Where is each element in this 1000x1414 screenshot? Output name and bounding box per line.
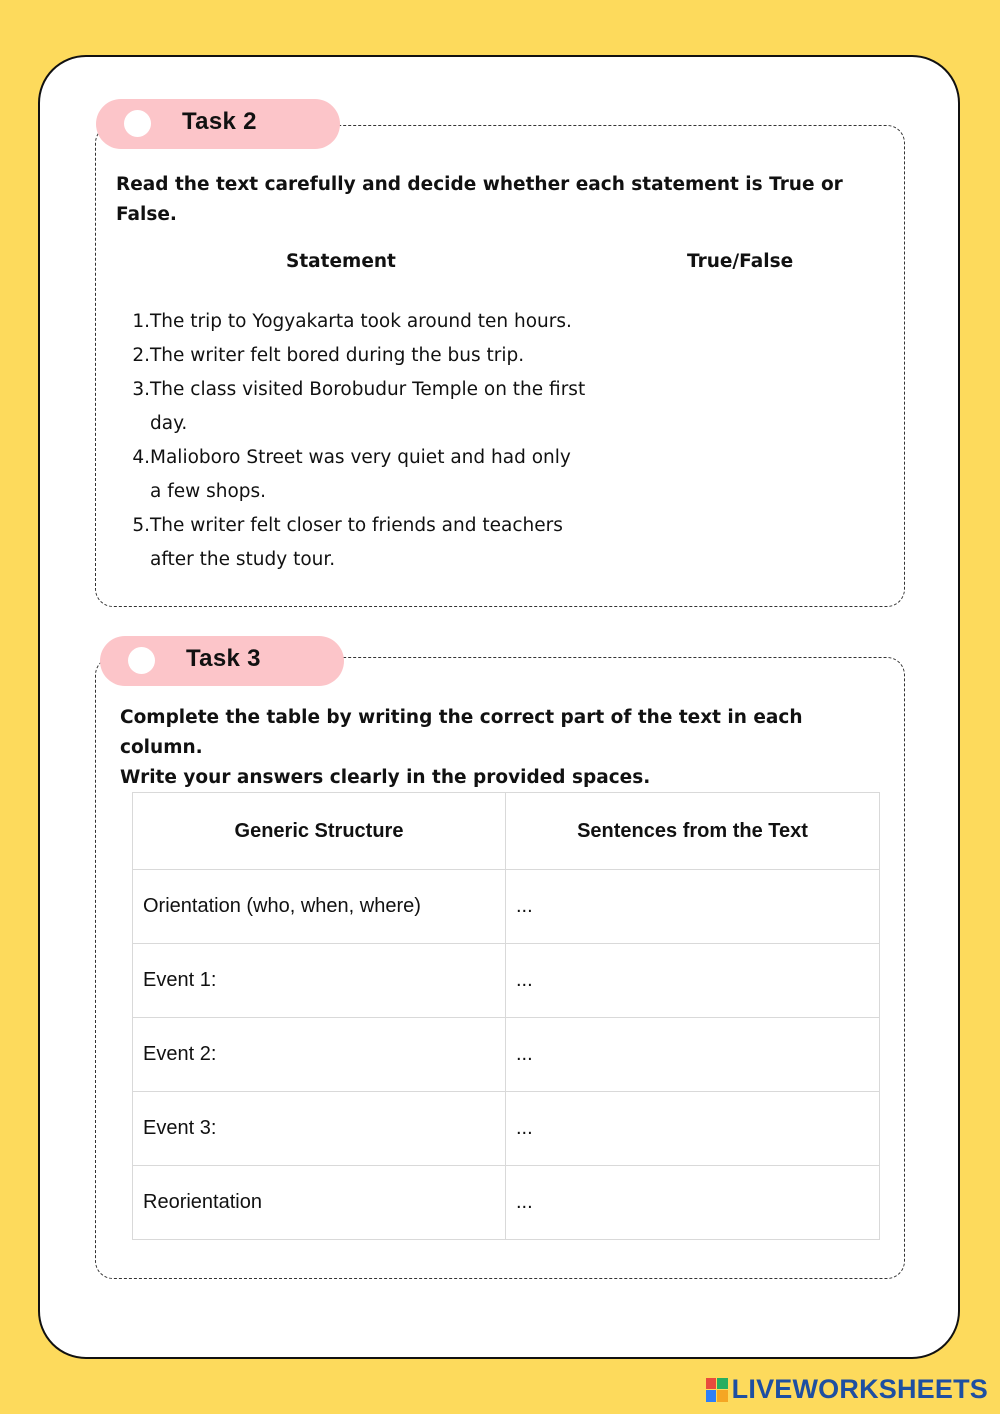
statement-line: The writer felt closer to friends and teachers — [150, 515, 563, 536]
task3-instruction: Complete the table by writing the correct part of the text in each column. Write your answers clearly in the provided spaces. — [120, 707, 803, 788]
answer-cell[interactable]: ... — [506, 944, 880, 1018]
statement-item — [129, 441, 629, 509]
statement-column-header: Statement — [286, 251, 396, 272]
statement-line: day. — [150, 413, 188, 434]
table-row — [133, 870, 880, 944]
task2-instruction: Read the text carefully and decide whether each statement is True or False. — [116, 174, 843, 225]
answer-cell[interactable]: ... — [506, 870, 880, 944]
table-row — [133, 1092, 880, 1166]
task2-header — [96, 99, 340, 149]
table-header-row — [133, 793, 880, 870]
statement-line: Malioboro Street was very quiet and had only — [150, 447, 571, 468]
statement-line: The writer felt bored during the bus trip. — [150, 345, 525, 366]
statement-text — [150, 441, 571, 509]
structure-cell: Event 2: — [133, 1018, 506, 1092]
statement-number: 2. — [132, 345, 150, 366]
brand-footer[interactable] — [706, 1374, 988, 1405]
answer-cell[interactable]: ... — [506, 1166, 880, 1240]
true-false-column-header: True/False — [687, 251, 794, 272]
statement-item — [129, 305, 629, 339]
statement-item — [129, 373, 629, 441]
statement-line: The class visited Borobudur Temple on the first — [150, 379, 586, 400]
table-row — [133, 944, 880, 1018]
task3-header — [100, 636, 344, 686]
statement-text — [150, 509, 563, 577]
statement-text — [150, 305, 572, 339]
statement-number: 3. — [132, 379, 150, 400]
task3-title: Task 3 — [186, 645, 261, 672]
task2-title: Task 2 — [182, 108, 257, 135]
statement-number: 1. — [132, 311, 150, 332]
structure-cell: Event 1: — [133, 944, 506, 1018]
answer-cell[interactable]: ... — [506, 1092, 880, 1166]
brand-name: LIVEWORKSHEETS — [731, 1374, 988, 1404]
generic-structure-header: Generic Structure — [133, 793, 506, 870]
statement-number: 5. — [132, 515, 150, 536]
sentences-header: Sentences from the Text — [506, 793, 880, 870]
structure-cell: Event 3: — [133, 1092, 506, 1166]
statement-item — [129, 339, 629, 373]
structure-cell: Orientation (who, when, where) — [133, 870, 506, 944]
table-row — [133, 1166, 880, 1240]
statement-text — [150, 373, 585, 441]
structure-cell: Reorientation — [133, 1166, 506, 1240]
answer-cell[interactable]: ... — [506, 1018, 880, 1092]
statement-list — [129, 305, 629, 577]
table-row — [133, 1018, 880, 1092]
generic-structure-table — [132, 792, 880, 1240]
liveworksheets-logo-icon — [706, 1378, 728, 1402]
statement-text — [150, 339, 524, 373]
bullet-circle-icon — [124, 110, 151, 137]
statement-item — [129, 509, 629, 577]
statement-line: The trip to Yogyakarta took around ten hours. — [150, 311, 572, 332]
bullet-circle-icon — [128, 647, 155, 674]
statement-line: after the study tour. — [150, 549, 336, 570]
statement-number: 4. — [132, 447, 150, 468]
statement-line: a few shops. — [150, 481, 267, 502]
